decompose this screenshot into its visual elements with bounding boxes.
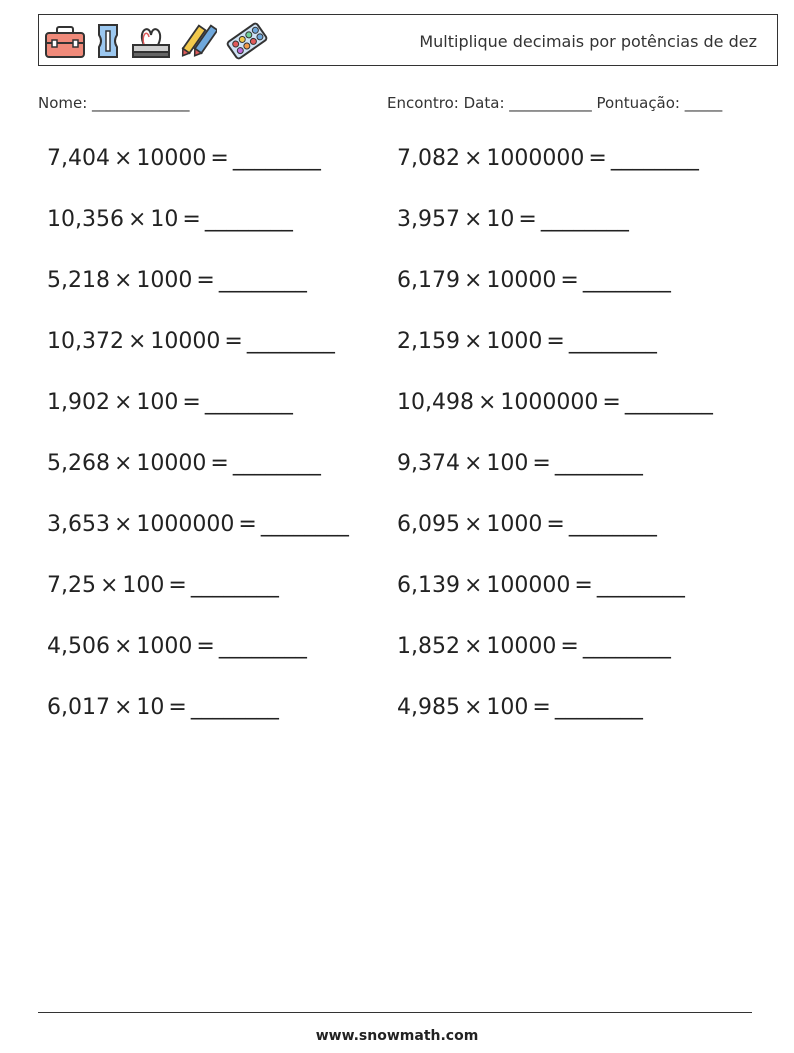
equals-sign: = — [518, 207, 537, 232]
operand-b: 10000 — [136, 146, 207, 171]
operand-b: 100 — [136, 390, 179, 415]
equals-sign: = — [560, 634, 579, 659]
times-sign: × — [463, 451, 483, 476]
operand-a: 4,985 — [397, 695, 460, 720]
operand-b: 100 — [486, 695, 529, 720]
operand-a: 6,017 — [47, 695, 110, 720]
times-sign: × — [477, 390, 497, 415]
problem-item — [47, 512, 349, 537]
operand-a: 2,159 — [397, 329, 460, 354]
equals-sign: = — [546, 329, 565, 354]
answer-blank[interactable]: ________ — [624, 390, 713, 415]
answer-blank[interactable]: ________ — [596, 573, 685, 598]
operand-b: 1000 — [136, 268, 193, 293]
operand-b: 1000 — [486, 329, 543, 354]
equals-sign: = — [196, 268, 215, 293]
watercolor-palette-icon — [225, 21, 269, 61]
binder-clip-icon — [129, 21, 173, 61]
times-sign: × — [99, 573, 119, 598]
problem-row — [47, 573, 767, 634]
operand-a: 7,404 — [47, 146, 110, 171]
equals-sign: = — [588, 146, 607, 171]
problem-item — [47, 268, 307, 293]
operand-a: 1,852 — [397, 634, 460, 659]
operand-a: 6,095 — [397, 512, 460, 537]
problem-row — [47, 146, 767, 207]
operand-b: 1000000 — [486, 146, 585, 171]
icon-strip — [43, 19, 269, 63]
equals-sign: = — [560, 268, 579, 293]
equals-sign: = — [546, 512, 565, 537]
answer-blank[interactable]: ________ — [554, 695, 643, 720]
equals-sign: = — [196, 634, 215, 659]
times-sign: × — [113, 390, 133, 415]
equals-sign: = — [182, 207, 201, 232]
times-sign: × — [113, 268, 133, 293]
operand-a: 6,139 — [397, 573, 460, 598]
problem-grid — [47, 146, 767, 756]
times-sign: × — [127, 329, 147, 354]
problem-item — [397, 573, 685, 598]
problem-item — [47, 146, 321, 171]
answer-blank[interactable]: ________ — [218, 634, 307, 659]
answer-blank[interactable]: ________ — [218, 268, 307, 293]
operand-a: 10,372 — [47, 329, 124, 354]
operand-b: 100000 — [486, 573, 571, 598]
problem-item — [397, 329, 657, 354]
operand-b: 100 — [122, 573, 165, 598]
times-sign: × — [113, 512, 133, 537]
equals-sign: = — [238, 512, 257, 537]
problem-item — [397, 390, 713, 415]
times-sign: × — [113, 146, 133, 171]
briefcase-icon — [43, 21, 87, 61]
worksheet-header — [38, 14, 778, 66]
operand-b: 10000 — [150, 329, 221, 354]
problem-item — [397, 268, 671, 293]
problem-row — [47, 207, 767, 268]
times-sign: × — [463, 634, 483, 659]
pencil-sharpener-icon — [95, 21, 121, 61]
problem-item — [47, 207, 293, 232]
problem-row — [47, 268, 767, 329]
operand-a: 10,356 — [47, 207, 124, 232]
operand-b: 1000000 — [500, 390, 599, 415]
problem-item — [397, 207, 629, 232]
operand-a: 9,374 — [397, 451, 460, 476]
equals-sign: = — [602, 390, 621, 415]
crayons-icon — [181, 21, 217, 61]
operand-a: 6,179 — [397, 268, 460, 293]
equals-sign: = — [574, 573, 593, 598]
operand-a: 5,218 — [47, 268, 110, 293]
equals-sign: = — [210, 451, 229, 476]
problem-row — [47, 512, 767, 573]
operand-b: 1000000 — [136, 512, 235, 537]
problem-item — [47, 329, 335, 354]
problem-item — [47, 695, 279, 720]
answer-blank[interactable]: ________ — [568, 329, 657, 354]
equals-sign: = — [210, 146, 229, 171]
problem-item — [397, 146, 699, 171]
problem-row — [47, 695, 767, 756]
equals-sign: = — [168, 573, 187, 598]
problem-item — [397, 695, 643, 720]
times-sign: × — [113, 695, 133, 720]
equals-sign: = — [532, 695, 551, 720]
answer-blank[interactable]: ________ — [204, 207, 293, 232]
problem-row — [47, 451, 767, 512]
operand-b: 10 — [136, 695, 165, 720]
operand-b: 1000 — [136, 634, 193, 659]
worksheet-title: Multiplique decimais por potências de dez — [419, 32, 757, 51]
operand-a: 3,957 — [397, 207, 460, 232]
date-score-label: Encontro: Data: ___________ Pontuação: _____ — [387, 94, 723, 112]
equals-sign: = — [224, 329, 243, 354]
times-sign: × — [113, 451, 133, 476]
footer-site: www.snowmath.com — [315, 1028, 479, 1044]
equals-sign: = — [182, 390, 201, 415]
operand-b: 10 — [486, 207, 515, 232]
problem-item — [47, 390, 293, 415]
problem-item — [47, 634, 307, 659]
answer-blank[interactable]: ________ — [540, 207, 629, 232]
problem-row — [47, 390, 767, 451]
operand-a: 1,902 — [47, 390, 110, 415]
times-sign: × — [463, 207, 483, 232]
problem-item — [47, 573, 279, 598]
problem-row — [47, 329, 767, 390]
operand-a: 7,25 — [47, 573, 96, 598]
answer-blank[interactable]: ________ — [190, 695, 279, 720]
answer-blank[interactable]: ________ — [582, 268, 671, 293]
problem-item — [397, 634, 671, 659]
answer-blank[interactable]: ________ — [246, 329, 335, 354]
times-sign: × — [463, 512, 483, 537]
operand-a: 5,268 — [47, 451, 110, 476]
answer-blank[interactable]: ________ — [190, 573, 279, 598]
name-field-label: Nome: _____________ — [38, 94, 190, 112]
answer-blank[interactable]: ________ — [260, 512, 349, 537]
problem-item — [397, 512, 657, 537]
times-sign: × — [463, 146, 483, 171]
times-sign: × — [463, 329, 483, 354]
times-sign: × — [113, 634, 133, 659]
operand-a: 10,498 — [397, 390, 474, 415]
answer-blank[interactable]: ________ — [582, 634, 671, 659]
times-sign: × — [127, 207, 147, 232]
operand-a: 7,082 — [397, 146, 460, 171]
answer-blank[interactable]: ________ — [554, 451, 643, 476]
answer-blank[interactable]: ________ — [204, 390, 293, 415]
operand-b: 10000 — [486, 634, 557, 659]
problem-item — [397, 451, 643, 476]
operand-b: 1000 — [486, 512, 543, 537]
times-sign: × — [463, 695, 483, 720]
problem-item — [47, 451, 321, 476]
answer-blank[interactable]: ________ — [232, 146, 321, 171]
times-sign: × — [463, 268, 483, 293]
equals-sign: = — [168, 695, 187, 720]
footer-divider — [38, 1012, 752, 1013]
operand-b: 100 — [486, 451, 529, 476]
operand-b: 10000 — [486, 268, 557, 293]
operand-b: 10000 — [136, 451, 207, 476]
operand-a: 3,653 — [47, 512, 110, 537]
answer-blank[interactable]: ________ — [610, 146, 699, 171]
operand-b: 10 — [150, 207, 179, 232]
equals-sign: = — [532, 451, 551, 476]
problem-row — [47, 634, 767, 695]
operand-a: 4,506 — [47, 634, 110, 659]
answer-blank[interactable]: ________ — [568, 512, 657, 537]
times-sign: × — [463, 573, 483, 598]
answer-blank[interactable]: ________ — [232, 451, 321, 476]
